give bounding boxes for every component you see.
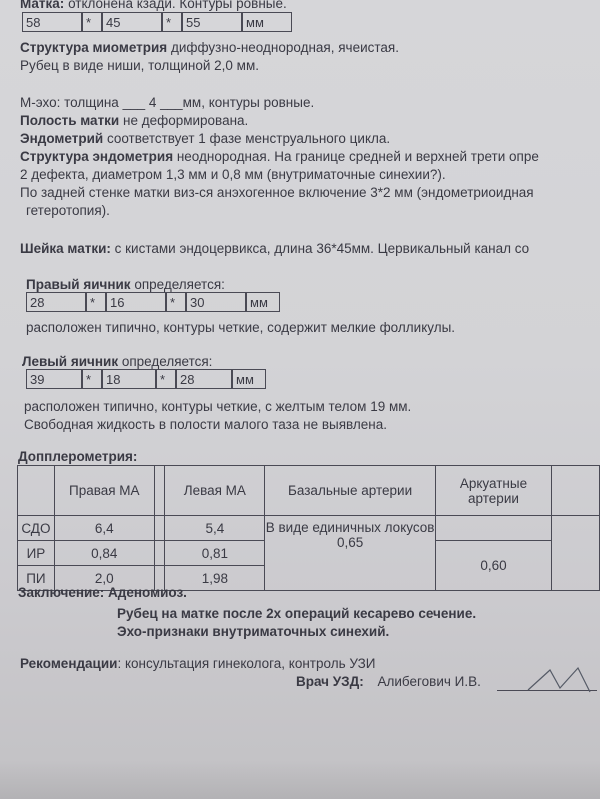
uterus-text: отклонена кзади. Контуры ровные. <box>68 0 287 11</box>
dim-value: 45 <box>102 12 162 32</box>
dim-separator: * <box>162 12 182 32</box>
endometrium-structure-label: Структура эндометрия <box>20 149 174 164</box>
dim-unit: мм <box>246 292 280 312</box>
recommendations-label: Рекомендации <box>20 656 118 671</box>
recommendations-line <box>20 656 376 672</box>
doctor-name: Алибегович И.В. <box>377 674 481 689</box>
dim-separator: * <box>166 292 186 312</box>
cervix-label: Шейка матки: <box>20 241 111 256</box>
header-arcuate: Аркуатные артерии <box>436 466 552 516</box>
left-ma-value: 0,81 <box>165 541 265 566</box>
right-ovary-text: определяется: <box>134 277 225 292</box>
conclusion-line <box>18 585 187 601</box>
dim-separator: * <box>156 369 176 389</box>
left-ovary-dimensions <box>26 369 266 391</box>
header-basal: Базальные артерии <box>265 466 436 516</box>
dim-value: 30 <box>186 292 246 312</box>
header-tail-cell <box>551 466 599 516</box>
recommendations-text: : консультация гинеколога, контроль УЗИ <box>117 656 376 671</box>
uterus-title-line <box>20 0 287 12</box>
spacer-cell <box>154 541 165 566</box>
free-fluid-line: Свободная жидкость в полости малого таза не выявлена. <box>24 417 387 432</box>
arcuate-empty-cell <box>436 516 552 541</box>
tail-cell <box>551 516 599 591</box>
dim-value: 39 <box>26 369 82 389</box>
myometrium-text: диффузно-неоднородная, ячеистая. <box>170 40 399 55</box>
conclusion-label: Заключение: <box>18 585 105 600</box>
dim-separator: * <box>82 12 102 32</box>
myometrium-label: Структура миометрия <box>20 40 168 55</box>
conclusion-line-3: Эхо-признаки внутриматочных синехий. <box>117 624 390 639</box>
header-empty-cell <box>18 466 55 516</box>
endometrium-structure-line <box>20 149 539 165</box>
dim-separator: * <box>82 369 102 389</box>
dim-value: 18 <box>102 369 156 389</box>
right-ma-value: 6,4 <box>54 516 154 541</box>
endometrium-label: Эндометрий <box>20 131 104 146</box>
page-bottom-shade <box>0 760 600 799</box>
row-label: СДО <box>18 516 55 541</box>
right-ma-value: 0,84 <box>54 541 154 566</box>
conclusion-line-2: Рубец на матке после 2х операций кесарево сечение. <box>117 606 477 621</box>
right-ma-value: 2,0 <box>54 566 154 591</box>
left-ovary-label: Левый яичник <box>22 354 119 369</box>
m-echo-line: М-эхо: толщина ___ 4 ___мм, контуры ровные. <box>20 95 315 110</box>
signature-mark <box>520 662 598 702</box>
right-ovary-label: Правый яичник <box>26 277 131 292</box>
spacer-cell <box>154 516 165 541</box>
inclusion-line-1: По задней стенке матки виз-ся анэхогенное включение 3*2 мм (эндометриоидная <box>20 185 534 200</box>
left-ovary-text: определяется: <box>121 354 213 369</box>
scar-line: Рубец в виде ниши, толщиной 2,0 мм. <box>20 58 259 73</box>
left-ma-value: 1,98 <box>165 566 265 591</box>
row-label: ПИ <box>18 566 55 591</box>
cavity-label: Полость матки <box>20 113 120 128</box>
doppler-table <box>17 465 600 591</box>
inclusion-line-2: гетеротопия). <box>26 203 110 218</box>
dim-value: 16 <box>106 292 166 312</box>
endometrium-line <box>20 131 390 147</box>
dim-unit: мм <box>232 369 266 389</box>
arcuate-value: 0,60 <box>436 541 552 591</box>
left-ovary-line <box>22 354 212 370</box>
endometrium-text: соответствует 1 фазе менструального цикла. <box>106 131 391 146</box>
cervix-text: с кистами эндоцервикса, длина 36*45мм. Цервикальный канал со <box>114 241 530 256</box>
basal-value: В виде единичных локусов 0,65 <box>265 516 436 591</box>
left-ma-value: 5,4 <box>165 516 265 541</box>
right-ovary-line <box>26 277 225 293</box>
uterus-dimensions <box>22 12 292 34</box>
dim-value: 28 <box>26 292 86 312</box>
right-ovary-desc: расположен типично, контуры четкие, содержит мелкие фолликулы. <box>26 320 456 335</box>
row-label: ИР <box>18 541 55 566</box>
header-right-ma: Правая МА <box>54 466 154 516</box>
doppler-title: Допплерометрия: <box>18 449 138 464</box>
endometrium-structure-text: неоднородная. На границе средней и верхней трети опре <box>176 149 539 164</box>
header-spacer <box>154 466 165 516</box>
doctor-label: Врач УЗД: <box>296 674 364 689</box>
uterus-label: Матка: <box>20 0 65 11</box>
conclusion-diagnosis: Аденомиоз. <box>108 585 187 600</box>
doppler-header-row <box>18 466 600 516</box>
left-ovary-desc: расположен типично, контуры четкие, с желтым телом 19 мм. <box>24 399 412 414</box>
dim-value: 58 <box>22 12 82 32</box>
right-ovary-dimensions <box>26 292 280 314</box>
doctor-line <box>296 674 481 690</box>
dim-value: 28 <box>176 369 232 389</box>
cervix-line <box>20 241 529 257</box>
dim-unit: мм <box>242 12 292 32</box>
header-left-ma: Левая МА <box>165 466 265 516</box>
cavity-line <box>20 113 248 129</box>
defects-line: 2 дефекта, диаметром 1,3 мм и 0,8 мм (внутриматочные синехии?). <box>20 167 446 182</box>
cavity-text: не деформирована. <box>123 113 249 128</box>
myometrium-line <box>20 40 399 56</box>
table-row <box>18 516 600 541</box>
dim-value: 55 <box>182 12 242 32</box>
dim-separator: * <box>86 292 106 312</box>
